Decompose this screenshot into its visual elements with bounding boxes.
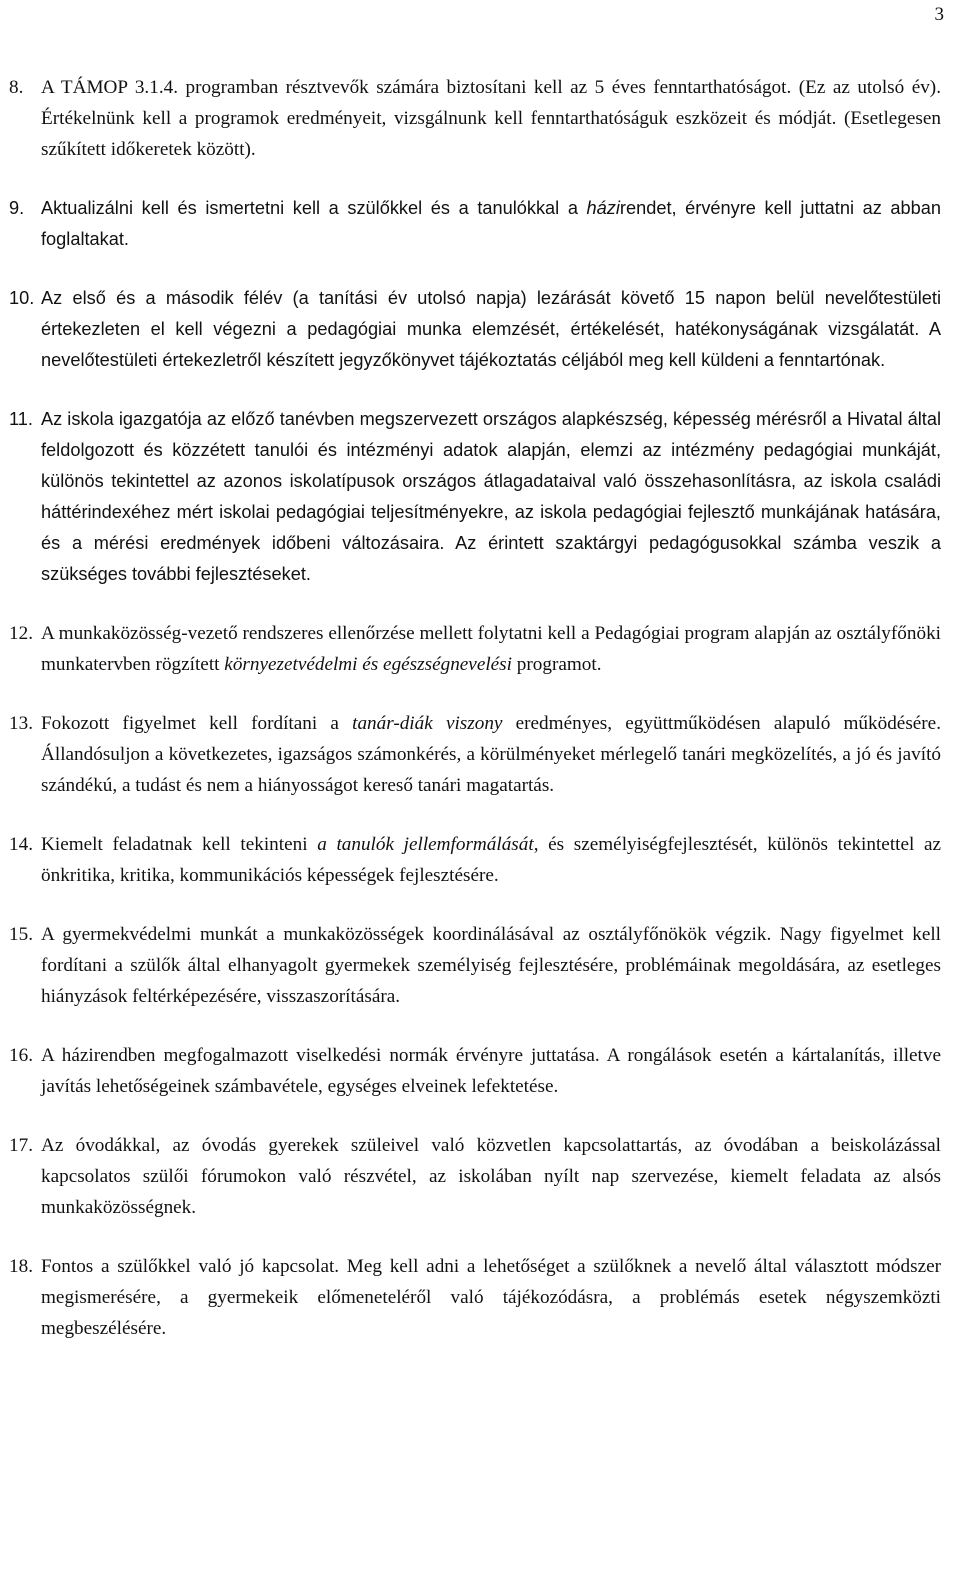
text-segment: A munkaközösség-vezető rendszeres ellenőrzése mellett folytatni kell a Pedagógiai program alapján az osztályfőnöki munkatervben rögzített	[41, 623, 941, 675]
list-item-text	[41, 834, 941, 886]
text-segment: , és személyiségfejlesztését, különös tekintettel az önkritika, kritika, kommunikációs képességek fejlesztésére.	[41, 834, 942, 886]
emphasized-text: a tanulók jellemformálását	[317, 834, 534, 855]
text-segment: A házirendben megfogalmazott viselkedési normák érvényre juttatása. A rongálások esetén a kártalanítás, illetve javítás lehetőségeinek számbavétele, egységes elveinek lefektetése.	[41, 1045, 941, 1097]
emphasized-text: tanár-diák viszony	[352, 713, 503, 734]
list-item	[9, 919, 941, 1012]
list-item	[9, 193, 941, 255]
text-segment: Az első és a második félév (a tanítási év utolsó napja) lezárását követő 15 napon belül nevelőtestületi értekezleten el kell végezni a pedagógiai munka elemzését, értékelését, hatékonyságának vizsgálatát. A nevelőtestületi értekezletről készített jegyzőkönyvet tájékoztatás céljából meg kell küldeni a fenntartónak.	[41, 288, 941, 370]
text-segment: A TÁMOP 3.1.4. programban résztvevők számára biztosítani kell az 5 éves fenntarthatóságot. (Ez az utolsó év). Értékelnünk kell a programok eredményeit, vizsgálnunk kell fenntarthatóságuk eszközeit és módját. (Esetlegesen szűkített időkeretek között).	[41, 77, 941, 160]
list-item	[9, 72, 941, 165]
emphasized-text: házi	[586, 198, 620, 218]
list-item-text	[41, 924, 941, 1007]
text-segment: eredményes, együttműködésen alapuló működésére. Állandósuljon a következetes, igazságos számonkérés, a körülményeket mérlegelő tanári megközelítés, a jó és javító szándékú, a tudást és nem a hiányosságot kereső tanári magatartás.	[41, 713, 941, 796]
list-item-text	[41, 713, 941, 796]
list-item-number: 10.	[9, 288, 35, 308]
text-segment: programot.	[511, 654, 602, 675]
text-segment: Az óvodákkal, az óvodás gyerekek szüleivel való közvetlen kapcsolattartás, az óvodában a beiskolázással kapcsolatos szülői fórumokon való részvétel, az iskolában nyílt nap szervezése, kiemelt feladata az alsós munkaközösségnek.	[41, 1135, 941, 1218]
list-item-text	[41, 1135, 941, 1218]
list-item	[9, 618, 941, 680]
list-item-number: 14.	[9, 834, 33, 855]
list-item-number: 15.	[9, 924, 33, 945]
list-item-number: 9.	[9, 198, 25, 218]
list-item-number: 12.	[9, 623, 33, 644]
list-item-text	[41, 77, 941, 160]
text-segment: Fontos a szülőkkel való jó kapcsolat. Meg kell adni a lehetőséget a szülőknek a nevelő által választott módszer megismerésére, a gyermekeik előmeneteléről való tájékozódásra, a problémás esetek négyszemközti megbeszélésére.	[41, 1256, 941, 1339]
list-item-text	[41, 409, 941, 584]
text-segment: Aktualizálni kell és ismertetni kell a szülőkkel és a tanulókkal a	[41, 198, 587, 218]
list-item-text	[41, 198, 941, 249]
list-item-text	[41, 623, 941, 675]
list-item-number: 16.	[9, 1045, 33, 1066]
list-item	[9, 404, 941, 590]
text-segment: A gyermekvédelmi munkát a munkaközösségek koordinálásával az osztályfőnökök végzik. Nagy figyelmet kell fordítani a szülők által elhanyagolt gyermekek személyiség fejlesztésére, problémáinak megoldására, az esetleges hiányzások feltérképezésére, visszaszorítására.	[41, 924, 941, 1007]
list-item-number: 11.	[9, 409, 33, 429]
list-item-number: 17.	[9, 1135, 33, 1156]
list-item-text	[41, 1256, 941, 1339]
list-item	[9, 1251, 941, 1344]
text-segment: rendet, érvényre kell juttatni az abban foglaltakat.	[41, 198, 941, 249]
list-item	[9, 708, 941, 801]
page-number: 3	[934, 4, 944, 25]
list-item-number: 8.	[9, 77, 24, 98]
list-item-text	[41, 288, 941, 370]
text-segment: Kiemelt feladatnak kell tekinteni	[41, 834, 318, 855]
document-body	[9, 72, 941, 1344]
text-segment: Fokozott figyelmet kell fordítani a	[41, 713, 353, 734]
list-item	[9, 829, 941, 891]
emphasized-text: környezetvédelmi és egészségnevelési	[224, 654, 512, 675]
list-item	[9, 1040, 941, 1102]
list-item-number: 13.	[9, 713, 33, 734]
text-segment: Az iskola igazgatója az előző tanévben megszervezett országos alapkészség, képesség mérésről a Hivatal által feldolgozott és közzétett tanulói és intézményi adatok alapján, elemzi az intézmény pedagógiai munkáját, különös tekintettel az azonos iskolatípusok országos átlagadataival való összehasonlításra, az iskola családi háttérindexéhez mért iskolai pedagógiai teljesítményekre, az iskola pedagógiai fejlesztő munkájának hatására, és a mérési eredmények időbeni változásaira. Az érintett szaktárgyi pedagógusokkal számba veszik a szükséges további fejlesztéseket.	[41, 409, 941, 584]
list-item-number: 18.	[9, 1256, 33, 1277]
list-item-text	[41, 1045, 941, 1097]
list-item	[9, 283, 941, 376]
list-item	[9, 1130, 941, 1223]
